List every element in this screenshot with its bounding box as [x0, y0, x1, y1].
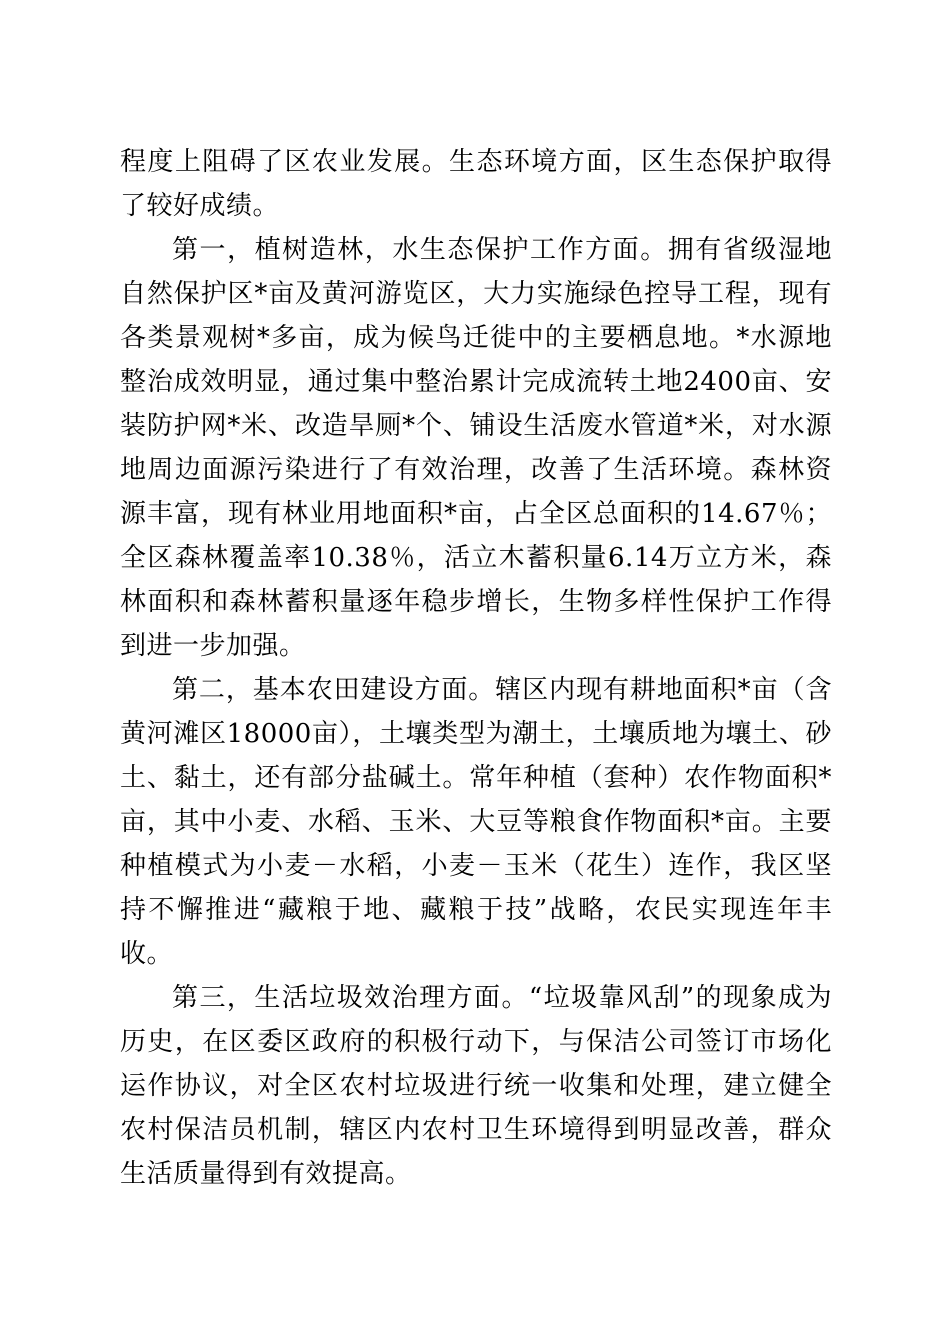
- paragraph-intro: 程度上阻碍了区农业发展。生态环境方面，区生态保护取得了较好成绩。: [120, 147, 832, 221]
- paragraph-afforestation: 第一，植树造林，水生态保护工作方面。拥有省级湿地自然保护区*亩及黄河游览区，大力实施绿色控导工程，现有各类景观树*多亩，成为候鸟迁徙中的主要栖息地。*水源地整治成效明显，通过集中整治累计完成流转土地2400亩、安装防护网*米、改造旱厕*个、铺设生活废水管道*米，对水源地周边面源污染进行了有效治理，改善了生活环境。森林资源丰富，现有林业用地面积*亩，占全区总面积的14.67％；全区森林覆盖率10.38％，活立木蓄积量6.14万立方米，森林面积和森林蓄积量逐年稳步增长，生物多样性保护工作得到进一步加强。: [120, 235, 832, 661]
- document-body: [120, 140, 832, 1196]
- paragraph-farmland: 第二，基本农田建设方面。辖区内现有耕地面积*亩（含黄河滩区18000亩），土壤类型为潮土，土壤质地为壤土、砂土、黏土，还有部分盐碱土。常年种植（套种）农作物面积*亩，其中小麦、水稻、玉米、大豆等粮食作物面积*亩。主要种植模式为小麦－水稻，小麦－玉米（花生）连作，我区坚持不懈推进“藏粮于地、藏粮于技”战略，农民实现连年丰收。: [120, 675, 832, 969]
- paragraph-garbage: 第三，生活垃圾效治理方面。“垃圾靠风刮”的现象成为历史，在区委区政府的积极行动下，与保洁公司签订市场化运作协议，对全区农村垃圾进行统一收集和处理，建立健全农村保洁员机制，辖区内农村卫生环境得到明显改善，群众生活质量得到有效提高。: [120, 983, 832, 1189]
